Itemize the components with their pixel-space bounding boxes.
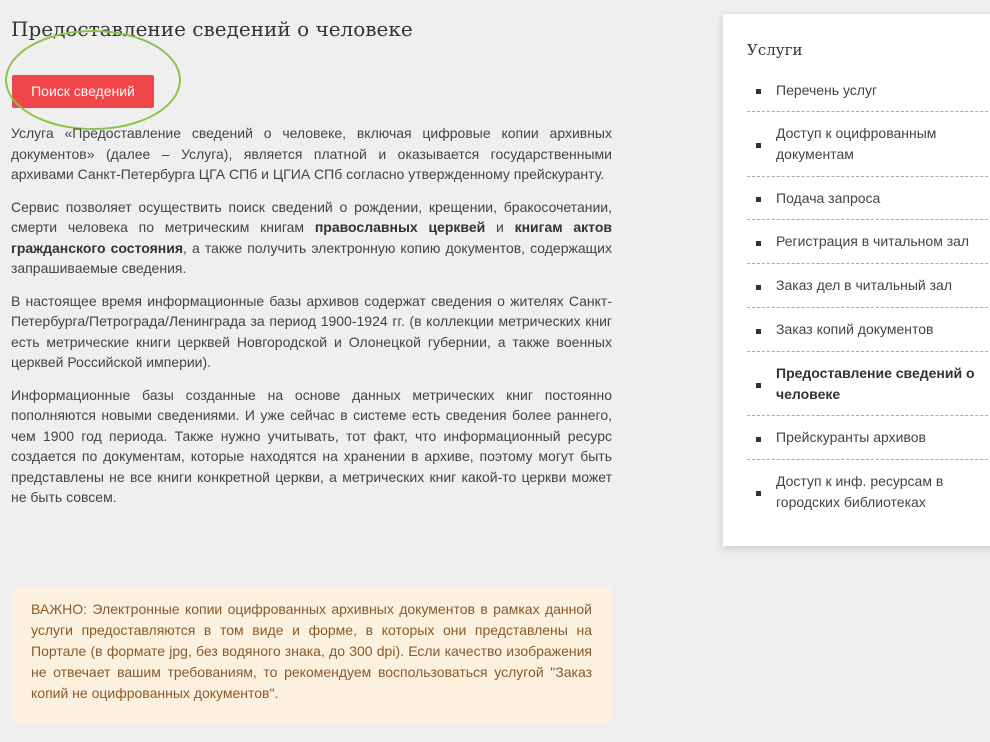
text-segment: и	[485, 219, 515, 235]
services-menu	[747, 69, 990, 524]
bullet-icon	[756, 437, 761, 442]
sidebar-item-reading-room-registration[interactable]	[747, 220, 990, 264]
sidebar-item-label: Регистрация в читальном зал	[776, 233, 970, 249]
bullet-icon	[756, 329, 761, 334]
sidebar-item-digitized-docs[interactable]	[747, 112, 990, 177]
search-info-button[interactable]: Поиск сведений	[12, 75, 154, 108]
paragraph-intro: Услуга «Предоставление сведений о человеке, включая цифровые копии архивных документов» (далее – Услуга), является платной и оказывается государственными архивами Санкт-Петербурга ЦГА СПб и ЦГИА СПб согласно утвержденному прейскуранту.	[11, 125, 612, 182]
bold-orthodox-churches: православных церквей	[314, 219, 486, 235]
sidebar-item-label: Перечень услуг	[776, 81, 878, 98]
bullet-icon	[756, 383, 761, 388]
sidebar-item-person-info[interactable]	[747, 352, 990, 416]
sidebar-title: Услуги	[747, 41, 803, 59]
paragraph-updates: Информационные базы созданные на основе данных метрических книг постоянно пополняются новыми сведениями. И уже сейчас в системе есть сведения более раннего, чем 1900 год периода. Также нужно учитывать, тот факт, что информационный ресурс создается по документам, которые находятся на хранении в архиве, поэтому могут быть представлены не все книги конкретной церкви, а метрических книг какой-то церкви может не быть совсем.	[11, 386, 612, 505]
paragraph-databases: В настоящее время информационные базы архивов содержат сведения о жителях Санкт-Петербурга/Петрограда/Ленинграда за период 1900-1924 гг. (в коллекции метрических книг есть метрические книги церквей Новгородской и Олонецкой губернии, а также военных церквей Российской империи).	[11, 292, 612, 370]
sidebar-item-label: Подача запроса	[776, 189, 881, 206]
sidebar-item-label: Доступ к инф. ресурсам в городских библиотеках	[776, 473, 944, 510]
sidebar-item-label: Заказ копий документов	[776, 321, 934, 337]
bullet-icon	[756, 285, 761, 290]
important-notice: ВАЖНО: Электронные копии оцифрованных архивных документов в рамках данной услуги предоставляются в том виде и форме, в которых они представлены на Портале (в формате jpg, без водяного знака, до 300 dpi). Если качество изображения не отвечает вашим требованиям, то рекомендуем воспользоваться услугой "Заказ копий не оцифрованных документов".	[11, 587, 612, 724]
bold-civil-records: книгам актов гражданского состояния	[11, 219, 613, 256]
bullet-icon	[756, 143, 761, 148]
sidebar-item-label: Доступ к оцифрованным документам	[776, 125, 937, 162]
bullet-icon	[756, 89, 761, 94]
sidebar-item-order-copies[interactable]	[747, 308, 990, 352]
paragraph-service	[11, 197, 612, 279]
services-sidebar	[723, 14, 990, 546]
text-segment: Сервис позволяет осуществить поиск сведений о рождении, крещении, бракосочетании, смерти человека по метрическим книгам	[11, 198, 612, 235]
text-segment: , а также получить электронную копию документов, содержащих запрашиваемые сведения.	[11, 239, 612, 276]
bullet-icon	[756, 491, 761, 496]
sidebar-item-price-lists[interactable]	[747, 416, 990, 460]
bullet-icon	[756, 241, 761, 246]
page-title: Предоставление сведений о человеке	[11, 17, 413, 41]
sidebar-item-label: Прейскуранты архивов	[776, 429, 926, 445]
sidebar-item-label: Предоставление сведений о человеке	[776, 364, 975, 402]
service-description	[11, 123, 612, 520]
sidebar-item-order-files[interactable]	[747, 264, 990, 308]
sidebar-item-submit-request[interactable]	[747, 177, 990, 220]
sidebar-item-services-list[interactable]	[747, 69, 990, 112]
bullet-icon	[756, 197, 761, 202]
sidebar-item-label: Заказ дел в читальный зал	[776, 277, 952, 293]
sidebar-item-library-resources[interactable]	[747, 460, 990, 524]
